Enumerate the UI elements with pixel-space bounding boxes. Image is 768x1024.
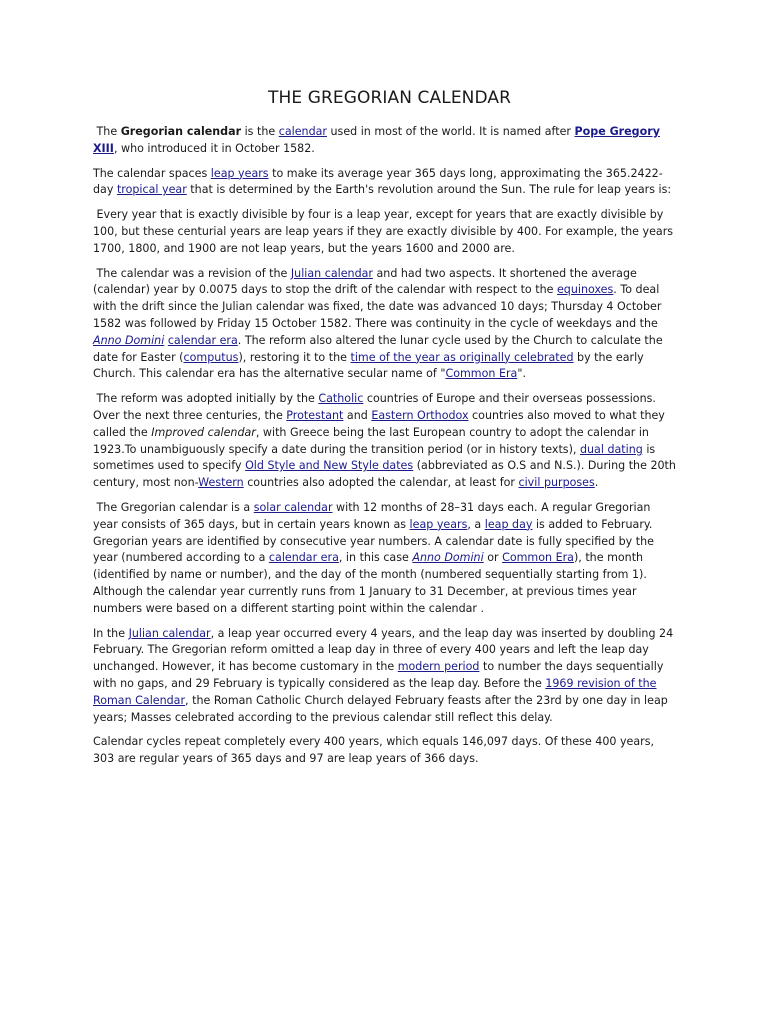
- link-calendar-era[interactable]: calendar era: [268, 551, 339, 565]
- text-run: The Gregorian calendar is a: [96, 500, 254, 514]
- link-leap-day[interactable]: leap day: [484, 517, 533, 531]
- link-calendar-era[interactable]: calendar era: [167, 333, 238, 347]
- text-run: or: [483, 551, 503, 565]
- text-run: (abbreviated as O.S and N.S.). During the 20th century, most non-: [93, 459, 676, 490]
- paragraph: [93, 207, 676, 257]
- text-run: The calendar was a revision of the: [96, 266, 291, 280]
- text-run: is added to February. Gregorian years are identified by consecutive year numbers. A calendar date is fully specified by the year (numbered according to a: [93, 517, 654, 565]
- link-protestant[interactable]: Protestant: [286, 408, 344, 422]
- text-run: used in most of the world. It is named after: [326, 125, 575, 138]
- link-calendar[interactable]: calendar: [278, 125, 327, 138]
- text-run: to number the days sequentially with no gaps, and 29 February is typically considered as the leap day. Before the: [93, 660, 664, 690]
- link-catholic[interactable]: Catholic: [318, 392, 364, 406]
- link-julian-calendar[interactable]: Julian calendar: [290, 266, 373, 280]
- text-run: In the: [93, 626, 129, 640]
- link-anno-domini[interactable]: Anno Domini: [412, 551, 484, 565]
- link-tropical-year[interactable]: tropical year: [116, 183, 187, 197]
- text-run: to make its average year 365 days long, approximating the 365.2422-day: [93, 166, 663, 197]
- text-run: , a leap year occurred every 4 years, and the leap day was inserted by doubling 24 February. The Gregorian reform omitted a leap day in three of every 400 years and left the leap day unchanged. However, it has become customary in the: [93, 626, 674, 674]
- document-title: THE GREGORIAN CALENDAR: [267, 88, 512, 108]
- text-run: with 12 months of 28–31 days each. A regular Gregorian year consists of 365 days, but in certain years known as: [93, 500, 651, 531]
- text-run: The calendar spaces: [93, 166, 211, 180]
- paragraph: [93, 626, 676, 727]
- text-run: . To deal with the drift since the Julian calendar was fixed, the date was advanced 10 days; Thursday 4 October 1582 was followed by Friday 15 October 1582. There was continuity in the cycle of weekdays and the: [93, 283, 662, 330]
- text-run: ), restoring it to the: [238, 350, 351, 364]
- link-1969-revision-of-the-roman-calendar[interactable]: 1969 revision of the Roman Calendar: [93, 676, 657, 707]
- text-run: countries of Europe and their overseas possessions. Over the next three centuries, the: [93, 392, 656, 422]
- text-run: . The reform also altered the lunar cycle used by the Church to calculate the date for Easter (: [93, 333, 663, 364]
- link-western[interactable]: Western: [198, 476, 244, 490]
- text-run: The: [96, 125, 121, 138]
- link-leap-years[interactable]: leap years: [210, 166, 269, 180]
- text-run: .: [594, 476, 599, 490]
- text-run: Calendar cycles repeat completely every 400 years, which equals 146,097 days. Of these 400 years, 303 are regular years of 365 days and 97 are leap years of 366 days.: [93, 735, 655, 766]
- text-run: by the early Church. This calendar era has the alternative secular name of ": [93, 350, 644, 381]
- link-common-era[interactable]: Common Era: [445, 367, 518, 381]
- text-run: The reform was adopted initially by the: [96, 392, 319, 406]
- link-old-style-and-new-style-dates[interactable]: Old Style and New Style dates: [245, 459, 414, 473]
- text-run: and had two aspects. It shortened the average (calendar) year by 0.0075 days to stop the drift of the calendar with respect to the: [93, 266, 637, 297]
- paragraph: [93, 266, 676, 384]
- text-run: ".: [517, 367, 526, 381]
- text-run: countries also moved to what they called the: [93, 408, 665, 439]
- text-run: Every year that is exactly divisible by four is a leap year, except for years that are exactly divisible by 100, but these centurial years are leap years if they are exactly divisible by 400. For example, the years 1700, 1800, and 1900 are not leap years, but the years 1600 and 2000 are.: [93, 208, 674, 255]
- link-julian-calendar[interactable]: Julian calendar: [128, 626, 211, 640]
- paragraph: [93, 391, 676, 492]
- paragraph: [93, 500, 676, 618]
- text-run: , in this case: [338, 551, 413, 565]
- link-modern-period[interactable]: modern period: [397, 660, 480, 674]
- text-run: ), the month (identified by name or number), and the day of the month (numbered sequentially starting from 1). Although the calendar year currently runs from 1 January to 31 December, at previous times year numbers were based on a different starting point within the calendar .: [93, 551, 647, 615]
- link-solar-calendar[interactable]: solar calendar: [253, 500, 333, 514]
- paragraph: [93, 734, 676, 768]
- text-run: that is determined by the Earth's revolution around the Sun. The rule for leap years is:: [186, 183, 672, 197]
- text-run: , the Roman Catholic Church delayed February feasts after the 23rd by one day in leap years; Masses celebrated according to the previous calendar still reflect this delay.: [93, 693, 668, 724]
- text-run: and: [343, 408, 372, 422]
- link-anno-domini[interactable]: Anno Domini: [93, 333, 165, 347]
- link-equinoxes[interactable]: equinoxes: [556, 283, 614, 297]
- document-body: [93, 124, 676, 768]
- bold-text: Gregorian calendar: [120, 125, 242, 138]
- link-time-of-the-year-as-originally-celebrated[interactable]: time of the year as originally celebrated: [350, 350, 574, 364]
- text-run: countries also adopted the calendar, at least for: [243, 476, 519, 490]
- italic-text: Improved calendar: [151, 425, 256, 439]
- link-leap-years[interactable]: leap years: [409, 517, 468, 531]
- text-run: , with Greece being the last European country to adopt the calendar in 1923.To unambiguously specify a date during the transition period (or in history texts),: [93, 425, 649, 456]
- text-run: , who introduced it in October 1582.: [113, 141, 315, 155]
- link-civil-purposes[interactable]: civil purposes: [518, 476, 595, 490]
- paragraph: [93, 166, 676, 200]
- link-common-era[interactable]: Common Era: [502, 551, 574, 565]
- link-eastern-orthodox[interactable]: Eastern Orthodox: [371, 408, 469, 422]
- link-pope-gregory-xiii[interactable]: Pope Gregory XIII: [93, 125, 660, 155]
- text-run: is the: [241, 125, 279, 138]
- paragraph: [93, 124, 676, 158]
- text-run: is sometimes used to specify: [93, 442, 656, 473]
- text-run: , a: [467, 517, 485, 531]
- link-dual-dating[interactable]: dual dating: [579, 442, 643, 456]
- link-computus[interactable]: computus: [183, 350, 239, 364]
